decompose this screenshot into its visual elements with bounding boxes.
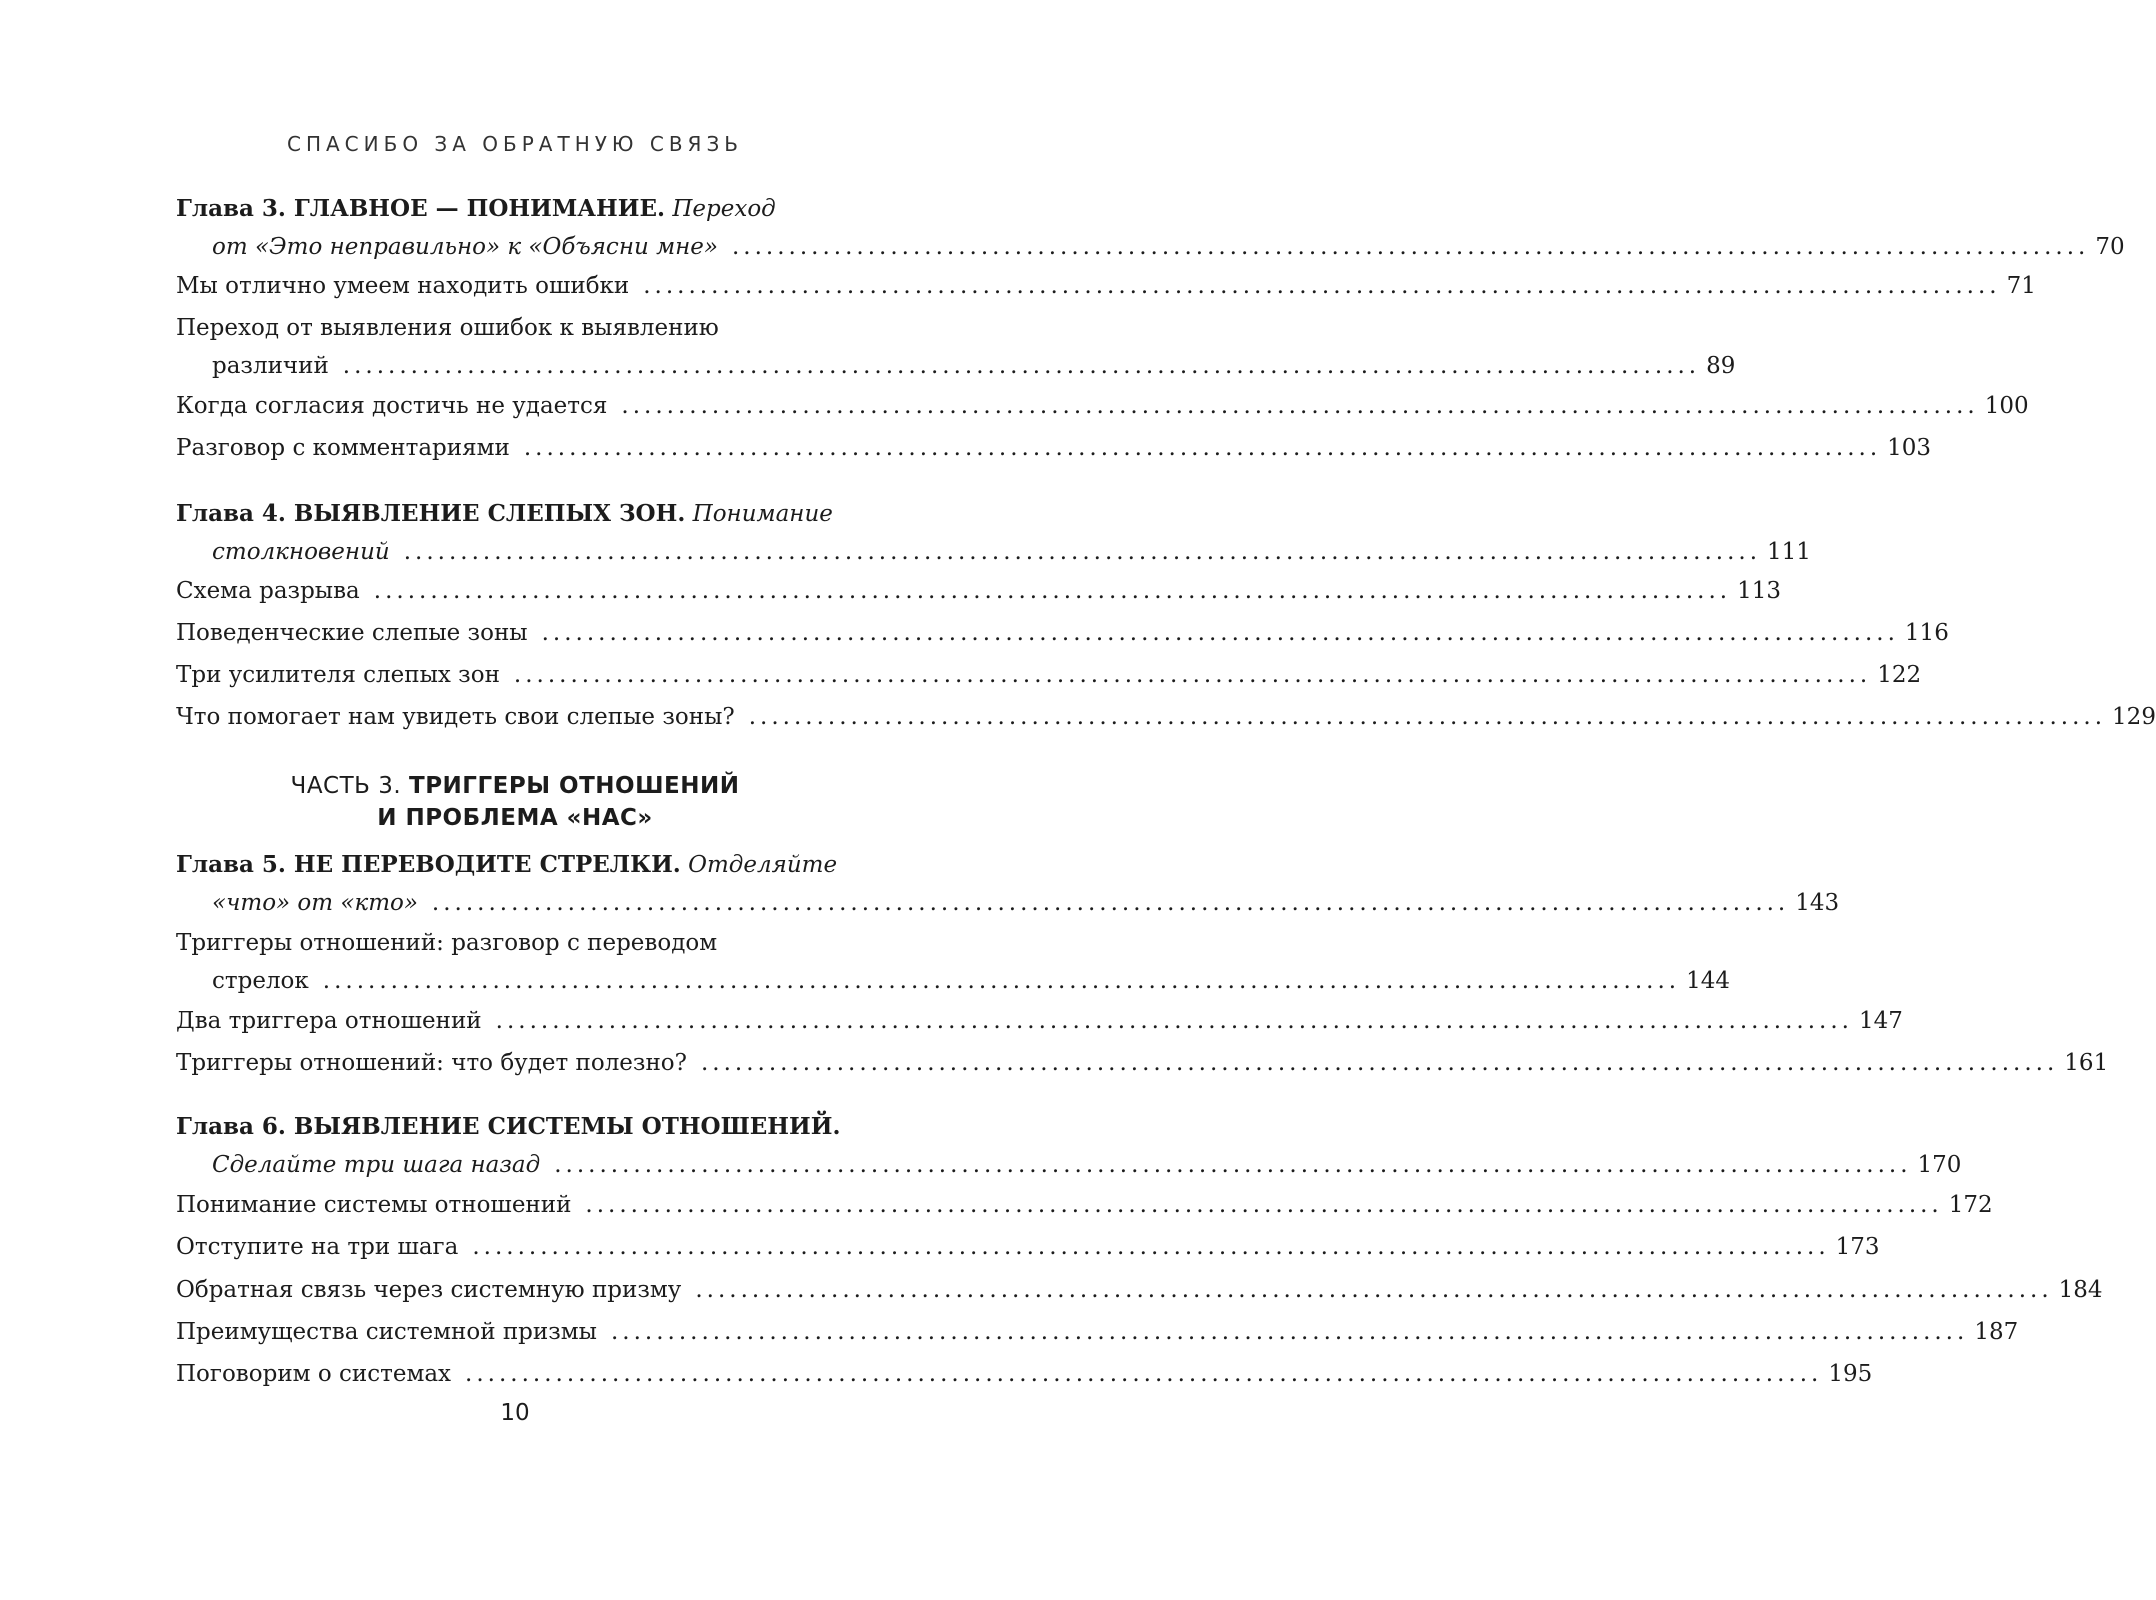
part-heading-line-1 xyxy=(0,770,1030,802)
page-number: 195 xyxy=(1828,1361,1873,1387)
page-number: 113 xyxy=(1737,578,1781,604)
chapter-heading xyxy=(176,846,882,884)
page-number: 70 xyxy=(2095,234,2125,260)
entry-title: Преимущества системной призмы xyxy=(176,1319,597,1345)
chapter-heading xyxy=(176,1108,882,1146)
toc-entry xyxy=(176,1044,2109,1082)
leader-dots: ........................................................................................................................ xyxy=(495,1008,1853,1034)
entry-title: Поведенческие слепые зоны xyxy=(176,620,528,646)
page-number: 122 xyxy=(1877,662,1922,688)
entry-title: Переход от выявления ошибок к выявлению xyxy=(176,315,719,341)
chapter-subtitle-cont: столкновений xyxy=(212,539,390,565)
entry-title: Два триггера отношений xyxy=(176,1008,482,1034)
chapter-heading xyxy=(176,495,882,533)
toc-entry xyxy=(176,1186,1993,1224)
leader-dots: ........................................................................................................................ xyxy=(342,353,1701,379)
toc-entry xyxy=(176,1228,1880,1266)
toc-entry xyxy=(176,614,1949,652)
leader-dots: ........................................................................................................................ xyxy=(541,620,1899,646)
page-number: 172 xyxy=(1948,1192,1993,1218)
entry-title: Отступите на три шага xyxy=(176,1234,459,1260)
entry-title-cont: стрелок xyxy=(212,968,309,994)
part-title-line-2: И ПРОБЛЕМА «НАС» xyxy=(377,805,653,831)
leader-dots: ........................................................................................................................ xyxy=(373,578,1732,604)
toc-entry xyxy=(176,924,1731,1000)
leader-dots: ........................................................................................................................ xyxy=(403,539,1762,565)
page-number: 111 xyxy=(1767,539,1811,565)
leader-dots: ........................................................................................................................ xyxy=(523,435,1882,461)
page-number: 173 xyxy=(1835,1234,1880,1260)
page-folio: 10 xyxy=(500,1400,530,1426)
page-number: 116 xyxy=(1904,620,1949,646)
toc-chapter-3 xyxy=(176,190,2125,266)
entry-title: Что помогает нам увидеть свои слепые зоны? xyxy=(176,704,735,730)
toc-entry xyxy=(176,309,1736,385)
chapter-subtitle-cont: от «Это неправильно» к «Объясни мне» xyxy=(212,234,718,260)
leader-dots: ........................................................................................................................ xyxy=(431,890,1790,916)
leader-dots: ........................................................................................................................ xyxy=(513,662,1872,688)
entry-title: Понимание системы отношений xyxy=(176,1192,572,1218)
page-number: 144 xyxy=(1686,968,1731,994)
page-number: 89 xyxy=(1706,353,1736,379)
entry-title: Схема разрыва xyxy=(176,578,360,604)
page-number: 143 xyxy=(1795,890,1840,916)
toc-entry xyxy=(176,698,2156,736)
toc-entry xyxy=(176,572,1781,610)
toc-entry xyxy=(176,1355,1873,1393)
page-number: 129 xyxy=(2112,704,2156,730)
leader-dots: ........................................................................................................................ xyxy=(465,1361,1823,1387)
toc-entry xyxy=(176,1313,2019,1351)
chapter-label: Глава 4. ВЫЯВЛЕНИЕ СЛЕПЫХ ЗОН. xyxy=(176,500,686,527)
chapter-subtitle-cont: Сделайте три шага назад xyxy=(212,1152,541,1178)
chapter-label: Глава 3. ГЛАВНОЕ — ПОНИМАНИЕ. xyxy=(176,195,666,222)
toc-chapter-6 xyxy=(176,1108,1962,1184)
leader-dots: ........................................................................................................................ xyxy=(695,1277,2053,1303)
toc-entry xyxy=(176,267,2036,305)
toc-chapter-5 xyxy=(176,846,1840,922)
entry-title: Обратная связь через системную призму xyxy=(176,1277,682,1303)
part-heading xyxy=(0,770,1030,834)
leader-dots: ........................................................................................................................ xyxy=(472,1234,1830,1260)
toc-entry xyxy=(176,387,2029,425)
chapter-subtitle-cont: «что» от «кто» xyxy=(212,890,418,916)
part-title: ТРИГГЕРЫ ОТНОШЕНИЙ xyxy=(409,773,740,799)
leader-dots: ........................................................................................................................ xyxy=(643,273,2001,299)
entry-title: Когда согласия достичь не удается xyxy=(176,393,608,419)
entry-title-cont: различий xyxy=(212,353,329,379)
page-number: 170 xyxy=(1917,1152,1962,1178)
leader-dots: ........................................................................................................................ xyxy=(322,968,1681,994)
entry-title: Триггеры отношений: что будет полезно? xyxy=(176,1050,687,1076)
page-number: 187 xyxy=(1974,1319,2019,1345)
chapter-subtitle-line xyxy=(176,228,2125,266)
page-number: 184 xyxy=(2058,1277,2103,1303)
running-head: СПАСИБО ЗА ОБРАТНУЮ СВЯЗЬ xyxy=(286,132,743,156)
toc-entry xyxy=(176,1271,2103,1309)
toc-entry xyxy=(176,1002,1903,1040)
leader-dots: ........................................................................................................................ xyxy=(610,1319,1969,1345)
chapter-subtitle: Отделяйте xyxy=(688,852,838,878)
part-label: ЧАСТЬ 3. xyxy=(290,773,402,799)
entry-title: Триггеры отношений: разговор с переводом xyxy=(176,930,718,956)
entry-title: Три усилителя слепых зон xyxy=(176,662,500,688)
entry-title: Поговорим о системах xyxy=(176,1361,452,1387)
chapter-subtitle: Понимание xyxy=(692,501,833,527)
page-number: 161 xyxy=(2064,1050,2109,1076)
page-number: 71 xyxy=(2006,273,2036,299)
leader-dots: ........................................................................................................................ xyxy=(748,704,2107,730)
toc-chapter-4 xyxy=(176,495,1811,571)
page-number: 100 xyxy=(1984,393,2029,419)
chapter-label: Глава 5. НЕ ПЕРЕВОДИТЕ СТРЕЛКИ. xyxy=(176,851,681,878)
leader-dots: ........................................................................................................................ xyxy=(700,1050,2059,1076)
entry-title: Мы отлично умеем находить ошибки xyxy=(176,273,630,299)
chapter-heading xyxy=(176,190,882,228)
toc-entry xyxy=(176,429,1932,467)
leader-dots: ........................................................................................................................ xyxy=(732,234,2090,260)
chapter-subtitle: Переход xyxy=(672,196,776,222)
leader-dots: ........................................................................................................................ xyxy=(621,393,1979,419)
leader-dots: ........................................................................................................................ xyxy=(585,1192,1943,1218)
page-number: 103 xyxy=(1887,435,1932,461)
entry-title: Разговор с комментариями xyxy=(176,435,510,461)
leader-dots: ........................................................................................................................ xyxy=(554,1152,1912,1178)
toc-entry xyxy=(176,656,1922,694)
page-number: 147 xyxy=(1858,1008,1903,1034)
chapter-label: Глава 6. ВЫЯВЛЕНИЕ СИСТЕМЫ ОТНОШЕНИЙ. xyxy=(176,1113,841,1140)
